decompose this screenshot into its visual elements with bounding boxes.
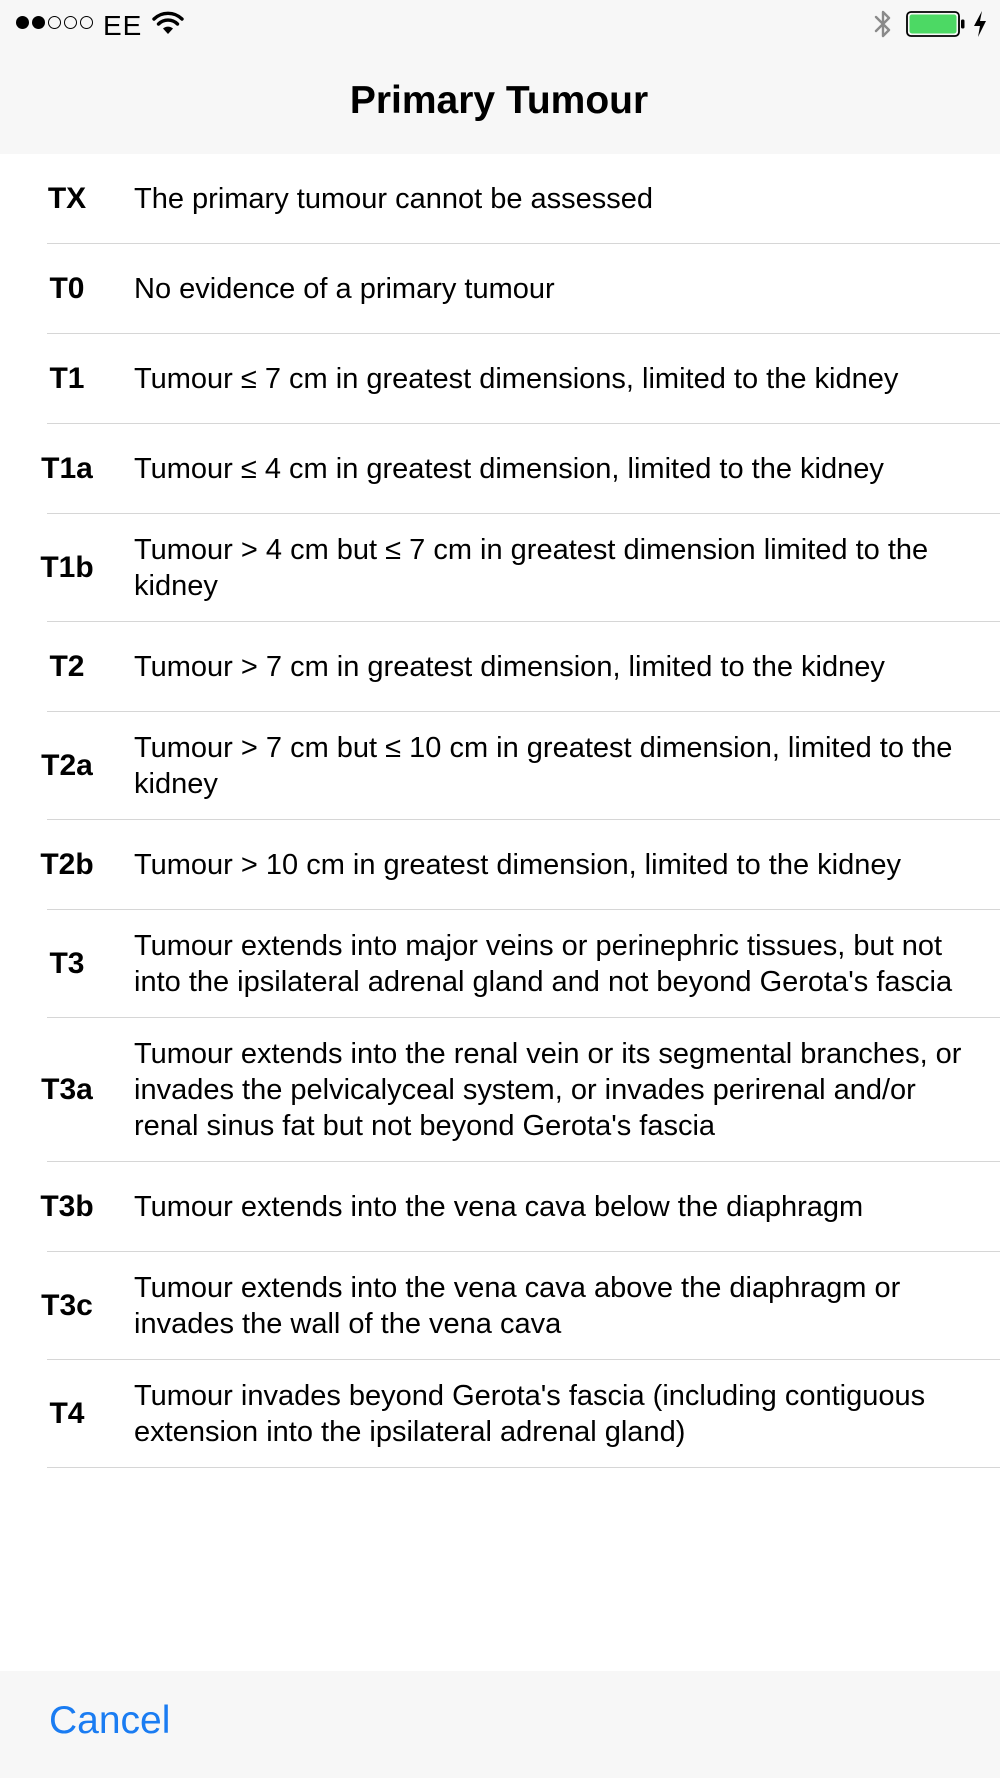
stage-code: T1a bbox=[41, 452, 93, 485]
list-item[interactable] bbox=[0, 1252, 1000, 1360]
bluetooth-icon bbox=[872, 8, 894, 40]
list-item[interactable] bbox=[0, 1162, 1000, 1252]
bottom-toolbar bbox=[0, 1671, 1000, 1778]
page-title: Primary Tumour bbox=[349, 79, 649, 122]
list-item[interactable] bbox=[0, 712, 1000, 820]
signal-dot-filled bbox=[16, 16, 29, 29]
signal-dot-empty bbox=[48, 16, 61, 29]
stage-code: T1 bbox=[49, 362, 85, 395]
carrier-name: EE bbox=[103, 10, 143, 41]
list-item[interactable] bbox=[0, 154, 1000, 244]
signal-strength-icon bbox=[16, 16, 93, 29]
list-item[interactable] bbox=[0, 622, 1000, 712]
status-bar bbox=[0, 0, 1000, 48]
stage-code: TX bbox=[47, 182, 87, 215]
stage-description: Tumour ≤ 4 cm in greatest dimension, limited to the kidney bbox=[134, 453, 884, 485]
stage-description: Tumour extends into major veins or perinephric tissues, but not into the ipsilateral adrenal gland and not beyond Gerota's fascia bbox=[134, 930, 953, 998]
stage-code: T2 bbox=[49, 650, 85, 683]
list-item[interactable] bbox=[0, 1018, 1000, 1162]
list-item[interactable] bbox=[0, 334, 1000, 424]
stage-description: Tumour > 4 cm but ≤ 7 cm in greatest dimension limited to the kidney bbox=[134, 534, 929, 602]
cancel-button[interactable]: Cancel bbox=[49, 1699, 171, 1742]
stage-description: The primary tumour cannot be assessed bbox=[134, 183, 654, 215]
signal-dot-filled bbox=[32, 16, 45, 29]
stage-description: Tumour > 10 cm in greatest dimension, limited to the kidney bbox=[134, 849, 901, 881]
list-item[interactable] bbox=[0, 244, 1000, 334]
wifi-icon bbox=[152, 10, 184, 36]
stage-code: T0 bbox=[49, 272, 85, 305]
stage-code: T1b bbox=[40, 551, 94, 584]
list-item[interactable] bbox=[0, 424, 1000, 514]
stage-description: Tumour extends into the renal vein or its segmental branches, or invades the pelvicalyceal system, or invades perirenal and/or renal sinus fat but not beyond Gerota's fascia bbox=[134, 1038, 962, 1142]
battery-charging-icon bbox=[906, 11, 966, 37]
stage-description: Tumour > 7 cm but ≤ 10 cm in greatest dimension, limited to the kidney bbox=[134, 732, 953, 800]
signal-dot-empty bbox=[80, 16, 93, 29]
stage-code: T3b bbox=[40, 1190, 94, 1223]
stage-description: Tumour invades beyond Gerota's fascia (including contiguous extension into the ipsilateral adrenal gland) bbox=[134, 1380, 926, 1448]
stage-code: T3c bbox=[41, 1289, 93, 1322]
charging-bolt-icon bbox=[972, 10, 988, 38]
staging-list bbox=[0, 154, 1000, 1468]
stage-description: Tumour extends into the vena cava above the diaphragm or invades the wall of the vena cava bbox=[134, 1272, 901, 1340]
stage-code: T3 bbox=[49, 947, 85, 980]
list-item[interactable] bbox=[0, 1360, 1000, 1468]
list-item[interactable] bbox=[0, 820, 1000, 910]
signal-dot-empty bbox=[64, 16, 77, 29]
stage-code: T2b bbox=[40, 848, 94, 881]
stage-code: T3a bbox=[41, 1073, 93, 1106]
navigation-header bbox=[0, 48, 1000, 154]
stage-description: No evidence of a primary tumour bbox=[134, 273, 555, 305]
stage-code: T2a bbox=[41, 749, 93, 782]
stage-description: Tumour > 7 cm in greatest dimension, limited to the kidney bbox=[134, 651, 885, 683]
stage-description: Tumour extends into the vena cava below the diaphragm bbox=[134, 1191, 864, 1223]
list-item[interactable] bbox=[0, 910, 1000, 1018]
stage-description: Tumour ≤ 7 cm in greatest dimensions, limited to the kidney bbox=[134, 363, 899, 395]
list-item[interactable] bbox=[0, 514, 1000, 622]
stage-code: T4 bbox=[49, 1397, 85, 1430]
